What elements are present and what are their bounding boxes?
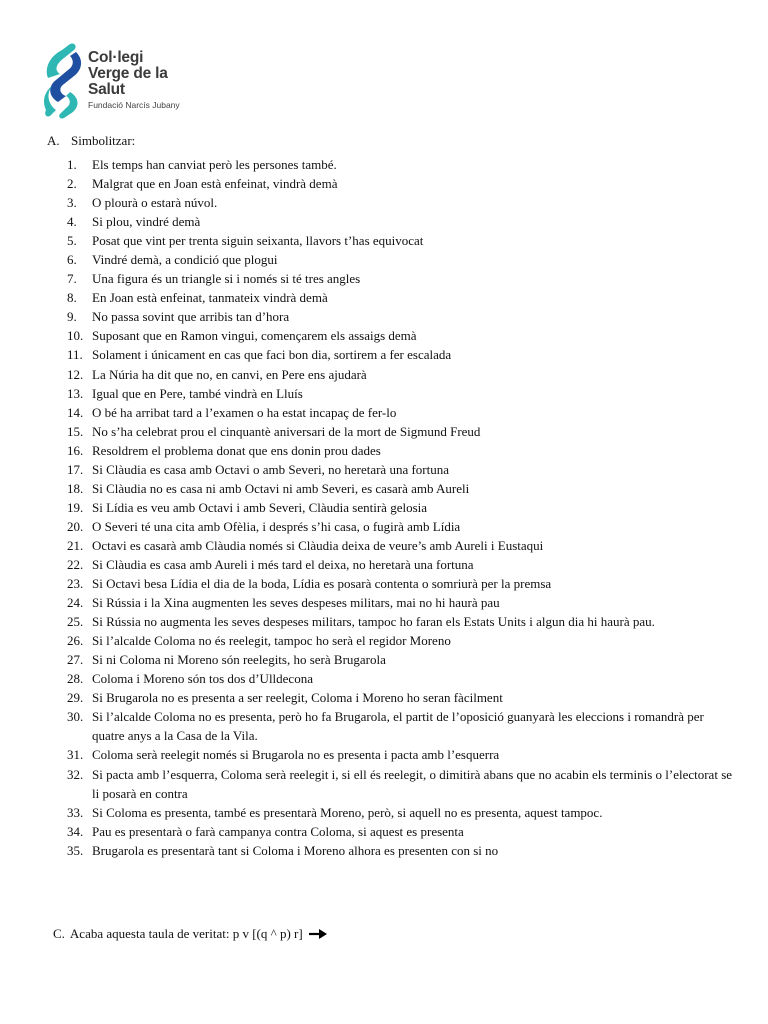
list-item-number: 26.: [67, 633, 84, 649]
list-item: [67, 250, 737, 269]
list-item-number: 27.: [67, 652, 84, 668]
list-item-number: 15.: [67, 423, 84, 439]
list-item-number: 5.: [67, 233, 77, 249]
list-item: [67, 345, 737, 364]
list-item-number: 35.: [67, 842, 84, 858]
list-item-text: Vindré demà, a condició que plogui: [92, 252, 278, 268]
list-item: [67, 803, 737, 822]
list-item-text: Malgrat que en Joan està enfeinat, vindrà demà: [92, 176, 338, 192]
list-item: [67, 326, 737, 345]
list-item-text: Si Rússia no augmenta les seves despeses militars, tampoc ho faran els Estats Units i algun dia hi haurà pau.: [92, 614, 655, 630]
list-item-number: 1.: [67, 157, 77, 172]
list-item-text: O plourà o estarà núvol.: [92, 195, 218, 211]
section-a-heading: [47, 133, 135, 149]
list-item: [67, 174, 737, 193]
arrow-right-icon: [309, 929, 327, 939]
section-c-heading: [53, 926, 327, 942]
list-item-text: Solament i únicament en cas que faci bon dia, sortirem a fer escalada: [92, 347, 452, 363]
list-item: [67, 765, 737, 803]
list-item-text: Els temps han canviat però les persones també.: [92, 157, 337, 172]
list-item: [67, 212, 737, 231]
list-item-number: 34.: [67, 823, 84, 839]
list-item-number: 13.: [67, 385, 84, 401]
list-item-text: Posat que vint per trenta siguin seixanta, llavors t’has equivocat: [92, 233, 424, 249]
list-item-text: No passa sovint que arribis tan d’hora: [92, 309, 290, 325]
exercise-list: [67, 155, 737, 860]
list-item: [67, 155, 737, 174]
list-item-number: 25.: [67, 614, 84, 630]
list-item: [67, 593, 737, 612]
list-item-text: Si Clàudia es casa amb Aureli i més tard el deixa, no heretarà una fortuna: [92, 556, 474, 572]
list-item: [67, 650, 737, 669]
list-item-text: Octavi es casarà amb Clàudia només si Clàudia deixa de veure’s amb Aureli i Eustaqui: [92, 537, 544, 553]
list-item: [67, 403, 737, 422]
list-item-number: 33.: [67, 804, 84, 820]
list-item: [67, 460, 737, 479]
logo-line-2: Verge de la: [88, 65, 168, 82]
list-item-text: Si ni Coloma ni Moreno són reelegits, ho serà Brugarola: [92, 652, 386, 668]
list-item-text: Brugarola es presentarà tant si Coloma i Moreno alhora es presenten con si no: [92, 842, 499, 858]
section-a-title: Simbolitzar:: [71, 133, 136, 148]
list-item: [67, 269, 737, 288]
list-item-number: 8.: [67, 290, 77, 306]
logo-wordmark: [88, 50, 180, 112]
list-item: [67, 288, 737, 307]
list-item-number: 10.: [67, 328, 84, 344]
list-item: [67, 822, 737, 841]
list-item-number: 14.: [67, 404, 84, 420]
list-item-number: 28.: [67, 671, 84, 687]
list-item-number: 23.: [67, 576, 84, 592]
list-item-text: O Severi té una cita amb Ofèlia, i després s’hi casa, o fugirà amb Lídia: [92, 518, 461, 534]
list-item-text: En Joan està enfeinat, tanmateix vindrà demà: [92, 290, 328, 306]
list-item-text: Suposant que en Ramon vingui, començarem els assaigs demà: [92, 328, 417, 344]
list-item-number: 21.: [67, 537, 84, 553]
list-item-text: Si Rússia i la Xina augmenten les seves despeses militars, mai no hi haurà pau: [92, 595, 500, 611]
school-logo: [40, 40, 190, 120]
list-item: [67, 745, 737, 764]
list-item-text: Si l’alcalde Coloma no es presenta, però ho fa Brugarola, el partit de l’oposició guanyarà les eleccions i romandrà per quatre anys a la Casa de la Vila.: [92, 709, 704, 744]
logo-subtitle: Fundació Narcís Jubany: [88, 100, 180, 110]
list-item-number: 16.: [67, 442, 84, 458]
list-item-text: Pau es presentarà o farà campanya contra Coloma, si aquest es presenta: [92, 823, 464, 839]
list-item-text: Coloma serà reelegit només si Brugarola no es presenta i pacta amb l’esquerra: [92, 747, 500, 763]
list-item: [67, 231, 737, 250]
section-a-letter: A.: [47, 133, 60, 148]
list-item-number: 20.: [67, 518, 84, 534]
list-item-text: Igual que en Pere, també vindrà en Lluís: [92, 385, 303, 401]
list-item: [67, 669, 737, 688]
list-item: [67, 555, 737, 574]
list-item-text: Si plou, vindré demà: [92, 214, 201, 230]
list-item-number: 9.: [67, 309, 77, 325]
list-item-number: 19.: [67, 499, 84, 515]
list-item: [67, 193, 737, 212]
list-item-text: Una figura és un triangle si i només si té tres angles: [92, 271, 361, 287]
list-item-number: 6.: [67, 252, 77, 268]
list-item-text: Si pacta amb l’esquerra, Coloma serà reelegit i, si ell és reelegit, o dimitirà abans que no acabin els terminis o l’electorat se li posarà en contra: [92, 766, 733, 801]
list-item: [67, 384, 737, 403]
list-item: [67, 574, 737, 593]
list-item-text: Si Coloma es presenta, també es presentarà Moreno, però, si aquell no es presenta, aquest tampoc.: [92, 804, 603, 820]
list-item-number: 30.: [67, 709, 84, 725]
list-item-number: 31.: [67, 747, 84, 763]
list-item: [67, 365, 737, 384]
list-item: [67, 307, 737, 326]
list-item-number: 24.: [67, 595, 84, 611]
logo-line-1: Col·legi: [88, 49, 144, 66]
list-item-text: No s’ha celebrat prou el cinquantè aniversari de la mort de Sigmund Freud: [92, 423, 481, 439]
list-item: [67, 612, 737, 631]
list-item-number: 29.: [67, 690, 84, 706]
logo-mark-icon: [40, 40, 86, 120]
list-item: [67, 422, 737, 441]
list-item: [67, 631, 737, 650]
list-item-number: 22.: [67, 556, 84, 572]
list-item-number: 7.: [67, 271, 77, 287]
list-item-number: 3.: [67, 195, 77, 211]
list-item-number: 18.: [67, 480, 84, 496]
list-item: [67, 479, 737, 498]
list-item-text: Resoldrem el problema donat que ens donin prou dades: [92, 442, 381, 458]
logo-line-3: Salut: [88, 81, 125, 98]
list-item: [67, 707, 737, 745]
list-item-number: 12.: [67, 366, 84, 382]
list-item-number: 17.: [67, 461, 84, 477]
list-item: [67, 688, 737, 707]
list-item: [67, 517, 737, 536]
list-item-number: 4.: [67, 214, 77, 230]
list-item-text: Si Clàudia no es casa ni amb Octavi ni amb Severi, es casarà amb Aureli: [92, 480, 470, 496]
list-item-text: O bé ha arribat tard a l’examen o ha estat incapaç de fer-lo: [92, 404, 397, 420]
list-item-number: 32.: [67, 766, 84, 782]
list-item-number: 2.: [67, 176, 77, 192]
list-item-text: Si Clàudia es casa amb Octavi o amb Severi, no heretarà una fortuna: [92, 461, 450, 477]
list-item-text: La Núria ha dit que no, en canvi, en Pere ens ajudarà: [92, 366, 367, 382]
list-item: [67, 441, 737, 460]
section-c-letter: C.: [53, 926, 65, 941]
list-item-text: Si Octavi besa Lídia el dia de la boda, Lídia es posarà contenta o somriurà per la premsa: [92, 576, 552, 592]
list-item: [67, 841, 737, 860]
list-item: [67, 498, 737, 517]
list-item: [67, 536, 737, 555]
list-item-number: 11.: [67, 347, 83, 363]
section-c-text: Acaba aquesta taula de veritat: p v [(q ^ p) r]: [69, 926, 303, 941]
list-item-text: Si l’alcalde Coloma no és reelegit, tampoc ho serà el regidor Moreno: [92, 633, 451, 649]
list-item-text: Si Brugarola no es presenta a ser reelegit, Coloma i Moreno ho seran fàcilment: [92, 690, 503, 706]
list-item-text: Coloma i Moreno són tos dos d’Ulldecona: [92, 671, 313, 687]
list-item-text: Si Lídia es veu amb Octavi i amb Severi, Clàudia sentirà gelosia: [92, 499, 428, 515]
